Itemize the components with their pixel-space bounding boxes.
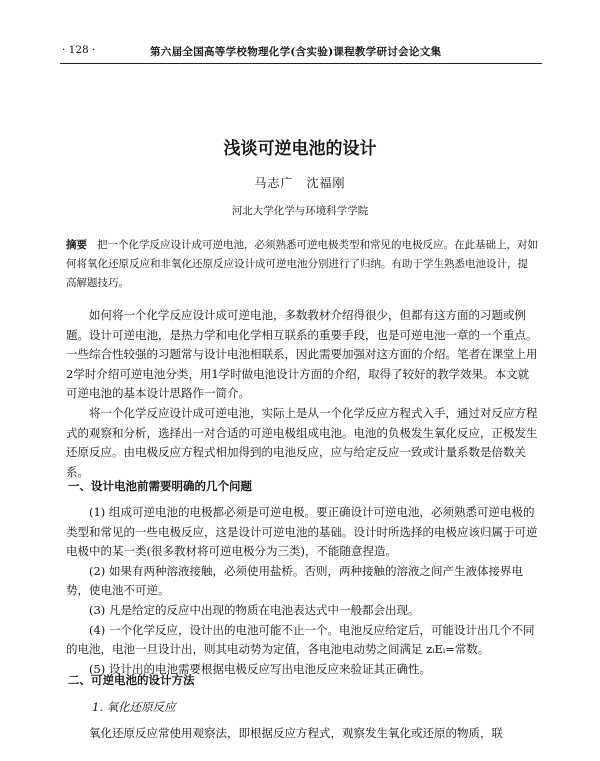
abstract-text: 把一个化学反应设计成可逆电池，必须熟悉可逆电极类型和常见的电极反应。在此基础上，对如何将氧化还原反应和非氧化还原反应设计成可逆电池分别进行了归纳。有助于学生熟悉电池设计，提高解题技巧。 xyxy=(66,239,538,289)
section-2-text: 氧化还原反应常使用观察法，即根据反应方程式，观察发生氧化或还原的物质，联 xyxy=(89,726,503,740)
section-heading-2: 二、可逆电池的设计方法 xyxy=(68,673,195,687)
paragraph-text: 如何将一个化学反应设计成可逆电池，多数教材介绍得很少，但都有这方面的习题或例题。设计可逆电池，是热力学和电化学相互联系的重要手段，也是可逆电池一章的一个重点。一些综合性较强的习题常与设计电池相联系，因此需要加强对这方面的介绍。笔者在课堂上用2学时介绍可逆电池分类，用1学时做电池设计方面的介绍，取得了较好的教学效果。本文就可逆电池的基本设计思路作一简介。 xyxy=(66,308,538,401)
affiliation: 河北大学化学与环境科学学院 xyxy=(231,205,369,217)
paper-title: 浅谈可逆电池的设计 xyxy=(223,139,377,159)
list-item: (5) 设计出的电池需要根据电极反应写出电池反应来验证其正确性。 xyxy=(89,661,431,676)
subsection-heading: 1. 氧化还原反应 xyxy=(92,700,176,714)
section-1-list xyxy=(66,503,540,679)
intro-paragraph-1 xyxy=(66,306,540,404)
paragraph-text: 将一个化学反应设计成可逆电池，实际上是从一个化学反应方程式入手，通过对反应方程式的观察和分析，选择出一对合适的可逆电极组成电池。电池的负极发生氧化反应，正极发生还原反应。由电极反应方程式相加得到的电池反应，应与给定反应一致或计量系数是倍数关系。 xyxy=(66,406,538,479)
section-heading-1: 一、设计电池前需要明确的几个问题 xyxy=(68,479,252,493)
abstract-label: 摘要 xyxy=(66,239,87,251)
journal-title: 第六届全国高等学校物理化学(含实验)课程教学研讨会论文集 xyxy=(150,46,442,58)
running-head xyxy=(62,44,542,62)
header-rule xyxy=(60,63,542,64)
list-item: (3) 凡是给定的反应中出现的物质在电池表达式中一般都会出现。 xyxy=(89,602,420,617)
authors: 马志广 沈福刚 xyxy=(254,176,346,190)
abstract xyxy=(66,236,538,293)
list-item: (4) 一个化学反应，设计出的电池可能不止一个。电池反应给定后，可能设计出几个不同的电池，电池一旦设计出，则其电动势为定值，各电池电动势之间满足 zᵢEᵢ=常数。 xyxy=(66,622,535,657)
list-item: (2) 如果有两种溶液接触，必须使用盐桥。否则，两种接触的溶液之间产生液体接界电势，使电池不可逆。 xyxy=(66,563,523,598)
list-item: (1) 组成可逆电池的电极都必须是可逆电极。要正确设计可逆电池，必须熟悉可逆电极的类型和常见的一些电极反应，这是设计可逆电池的基础。设计时所选择的电极应该归属于可逆电极中的某一类(很多教材将可逆电极分为三类)，不能随意捏造。 xyxy=(66,505,538,559)
intro-paragraph-2 xyxy=(66,404,540,482)
page-number: · 128 · xyxy=(62,44,96,56)
